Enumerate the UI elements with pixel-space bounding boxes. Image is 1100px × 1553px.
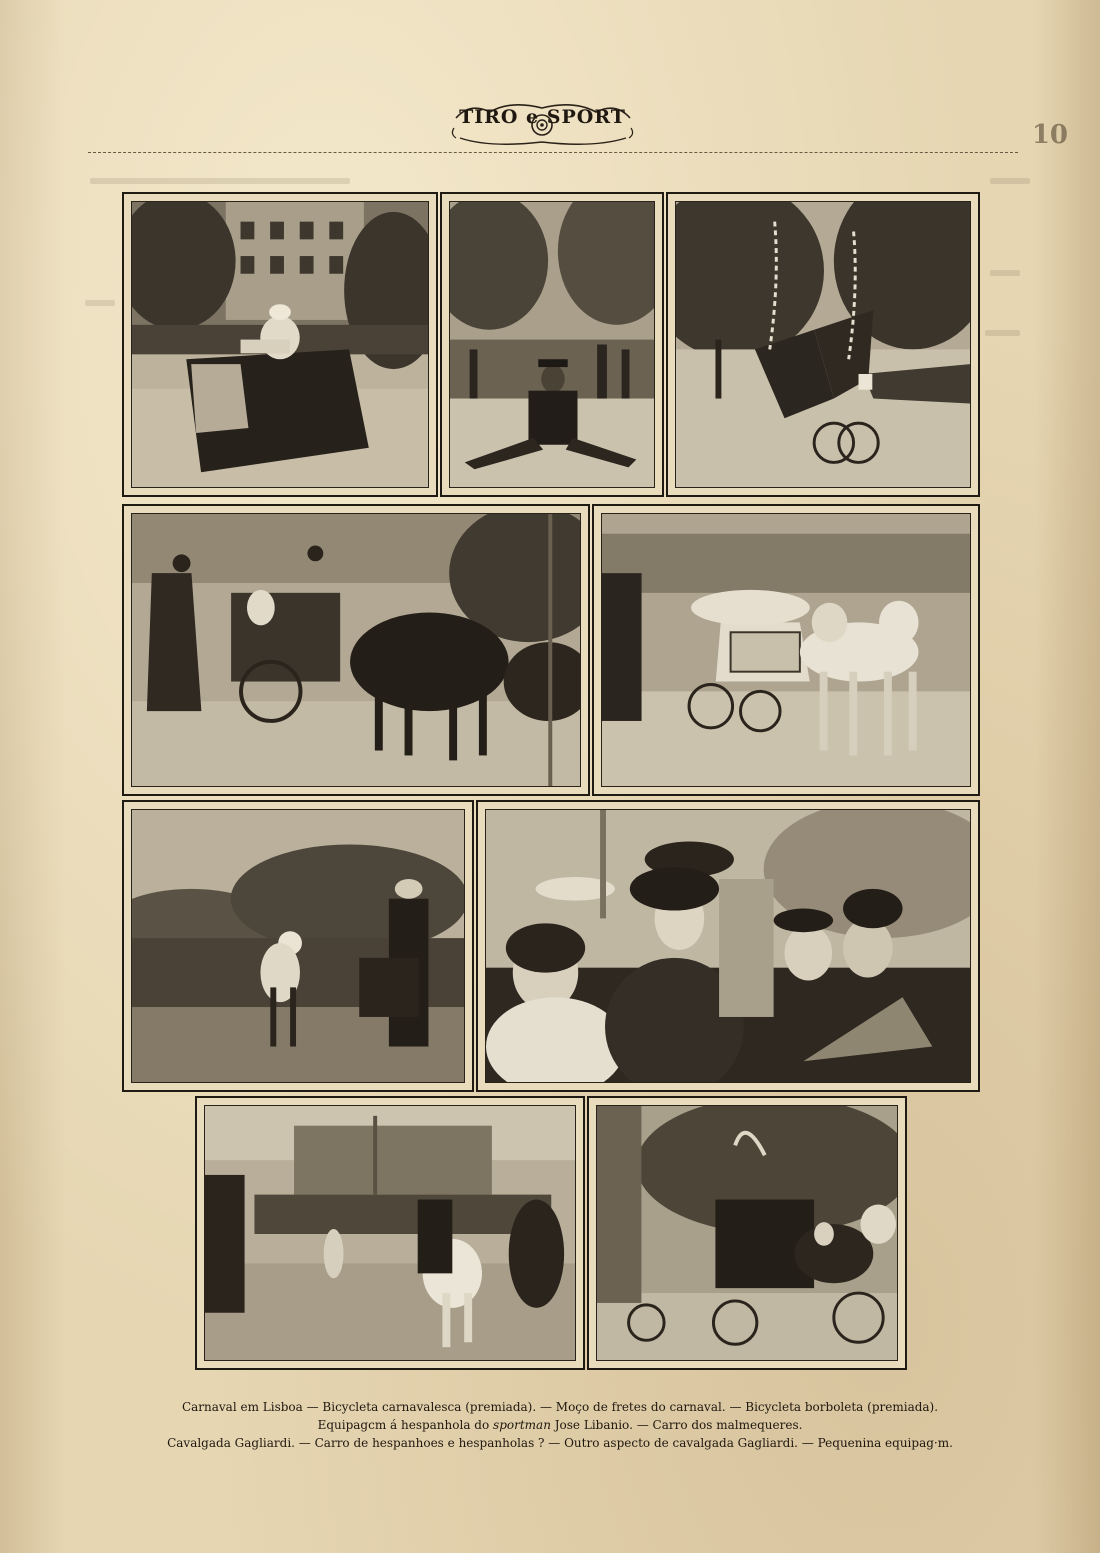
- photo-frame: [476, 800, 980, 1092]
- gagliardi-cavalcade-photo: [132, 810, 464, 1082]
- bleed-through-text: [985, 330, 1020, 336]
- masthead: [450, 98, 635, 150]
- photo-frame: [195, 1096, 585, 1370]
- butterfly-bicycle-photo: [676, 202, 970, 487]
- photo-frame: [440, 192, 664, 497]
- page-number: 10: [1031, 120, 1068, 150]
- photo-carnival-bicycle-float: [131, 201, 429, 488]
- photo-frame: [666, 192, 980, 497]
- photo-caption: [130, 1398, 990, 1452]
- small-carriage-photo: [597, 1106, 897, 1360]
- photo-carnival-porter: [449, 201, 655, 488]
- photo-cavalcade-other-aspect: [204, 1105, 576, 1361]
- caption-text: Jose Libanio. — Carro dos malmequeres.: [550, 1418, 803, 1432]
- photo-frame: [592, 504, 980, 796]
- bleed-through-text: [90, 178, 350, 184]
- bleed-through-text: [85, 300, 115, 306]
- photo-daisy-carriage: [601, 513, 971, 787]
- photo-butterfly-bicycle: [675, 201, 971, 488]
- daisy-carriage-photo: [602, 514, 970, 786]
- caption-line: Cavalgada Gagliardi. — Carro de hespanhoes e hespanholas ? — Outro aspecto de cavalgada Gagliardi. — Pequenina equipag·m.: [167, 1436, 953, 1450]
- caption-line: Carnaval em Lisboa — Bicycleta carnavalesca (premiada). — Moço de fretes do carnaval. — Bicycleta borboleta (premiada).: [181, 1400, 939, 1414]
- photo-spanish-costume-carriage: [485, 809, 971, 1083]
- photo-frame: [122, 504, 590, 796]
- cavalcade-other-aspect-photo: [205, 1106, 575, 1360]
- photo-frame: [122, 800, 474, 1092]
- masthead-title: TIRO e SPORT: [459, 106, 626, 128]
- bleed-through-text: [990, 270, 1020, 276]
- photo-gagliardi-cavalcade: [131, 809, 465, 1083]
- photo-frame: [587, 1096, 907, 1370]
- spanish-carriage-photo: [132, 514, 580, 786]
- carnival-bicycle-float-photo: [132, 202, 428, 487]
- caption-text: Equipagcm á hespanhola do: [317, 1418, 494, 1432]
- photo-frame: [122, 192, 438, 497]
- caption-line: [130, 1416, 990, 1434]
- bleed-through-text: [990, 178, 1030, 184]
- header-rule: [88, 152, 1018, 153]
- carnival-porter-photo: [450, 202, 654, 487]
- spanish-costume-carriage-photo: [486, 810, 970, 1082]
- caption-italic-text: sportman: [493, 1418, 551, 1432]
- photo-spanish-carriage: [131, 513, 581, 787]
- photo-small-carriage: [596, 1105, 898, 1361]
